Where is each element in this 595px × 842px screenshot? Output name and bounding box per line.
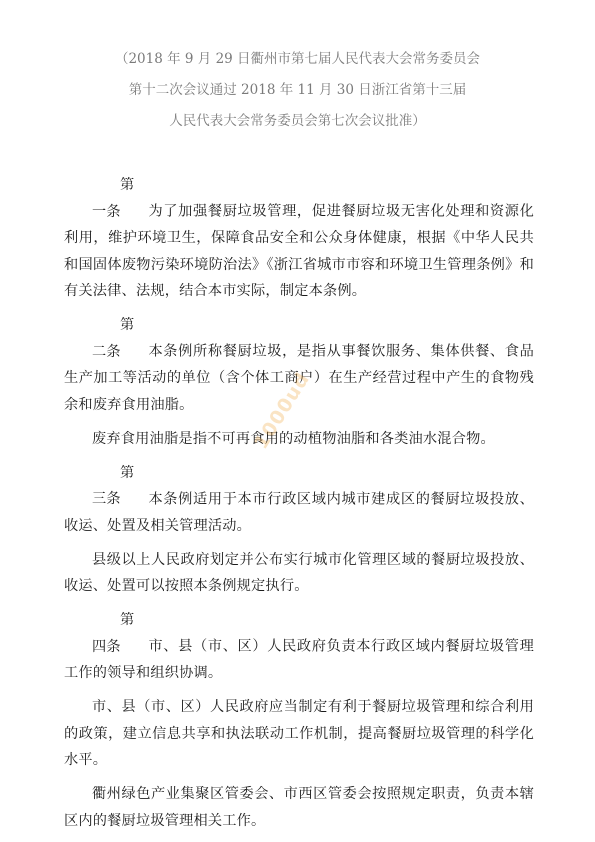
- adoption-note: [0, 44, 595, 137]
- article-3-paragraph-2: 县级以上人民政府划定并公布实行城市化管理区域的餐厨垃圾投放、收运、处置可以按照本条例规定执行。: [64, 551, 534, 594]
- article-3-text: 本条例适用于本市行政区域内城市建成区的餐厨垃圾投放、收运、处置及相关管理活动。: [64, 491, 534, 534]
- article-1-text: 为了加强餐厨垃圾管理，促进餐厨垃圾无害化处理和资源化利用，维护环境卫生，保障食品安全和公众身体健康，根据《中华人民共和国固体废物污染环境防治法》《浙江省城市市容和环境卫生管理条例》和有关法律、法规，结合本市实际，制定本条例。: [64, 203, 534, 299]
- watermark-logo: 1000ud: [249, 368, 315, 454]
- adoption-note-line-3: 人民代表大会常务委员会第七次会议批准）: [169, 113, 426, 129]
- article-4-number: 第四条: [92, 612, 135, 655]
- adoption-note-line-1: （2018 年 9 月 29 日衢州市第七届人民代表大会常务委员会: [114, 51, 481, 67]
- article-4-paragraph-2: 市、县（市、区）人民政府应当制定有利于餐厨垃圾管理和综合利用的政策，建立信息共享和执法联动工作机制，提高餐厨垃圾管理的科学化水平。: [64, 699, 534, 768]
- adoption-note-line-2: 第十二次会议通过 2018 年 11 月 30 日浙江省第十三届: [128, 82, 467, 98]
- article-1-paragraph: [64, 172, 534, 305]
- article-4-text: 市、县（市、区）人民政府负责本行政区域内餐厨垃圾管理工作的领导和组织协调。: [64, 638, 534, 681]
- article-2-number: 第二条: [92, 317, 135, 360]
- article-3-number: 第三条: [92, 464, 135, 507]
- article-4-paragraph-3: 衢州绿色产业集聚区管委会、市西区管委会按照规定职责，负责本辖区内的餐厨垃圾管理相关工作。: [64, 786, 534, 829]
- article-4-paragraph: [64, 607, 534, 687]
- article-2-paragraph-2: 废弃食用油脂是指不可再食用的动植物油脂和各类油水混合物。: [92, 430, 495, 447]
- article-1-number: 第一条: [92, 177, 135, 220]
- article-2-text: 本条例所称餐厨垃圾，是指从事餐饮服务、集体供餐、食品生产加工等活动的单位（含个体工商户）在生产经营过程中产生的食物残余和废弃食用油脂。: [64, 343, 534, 413]
- regulation-body: [64, 172, 534, 842]
